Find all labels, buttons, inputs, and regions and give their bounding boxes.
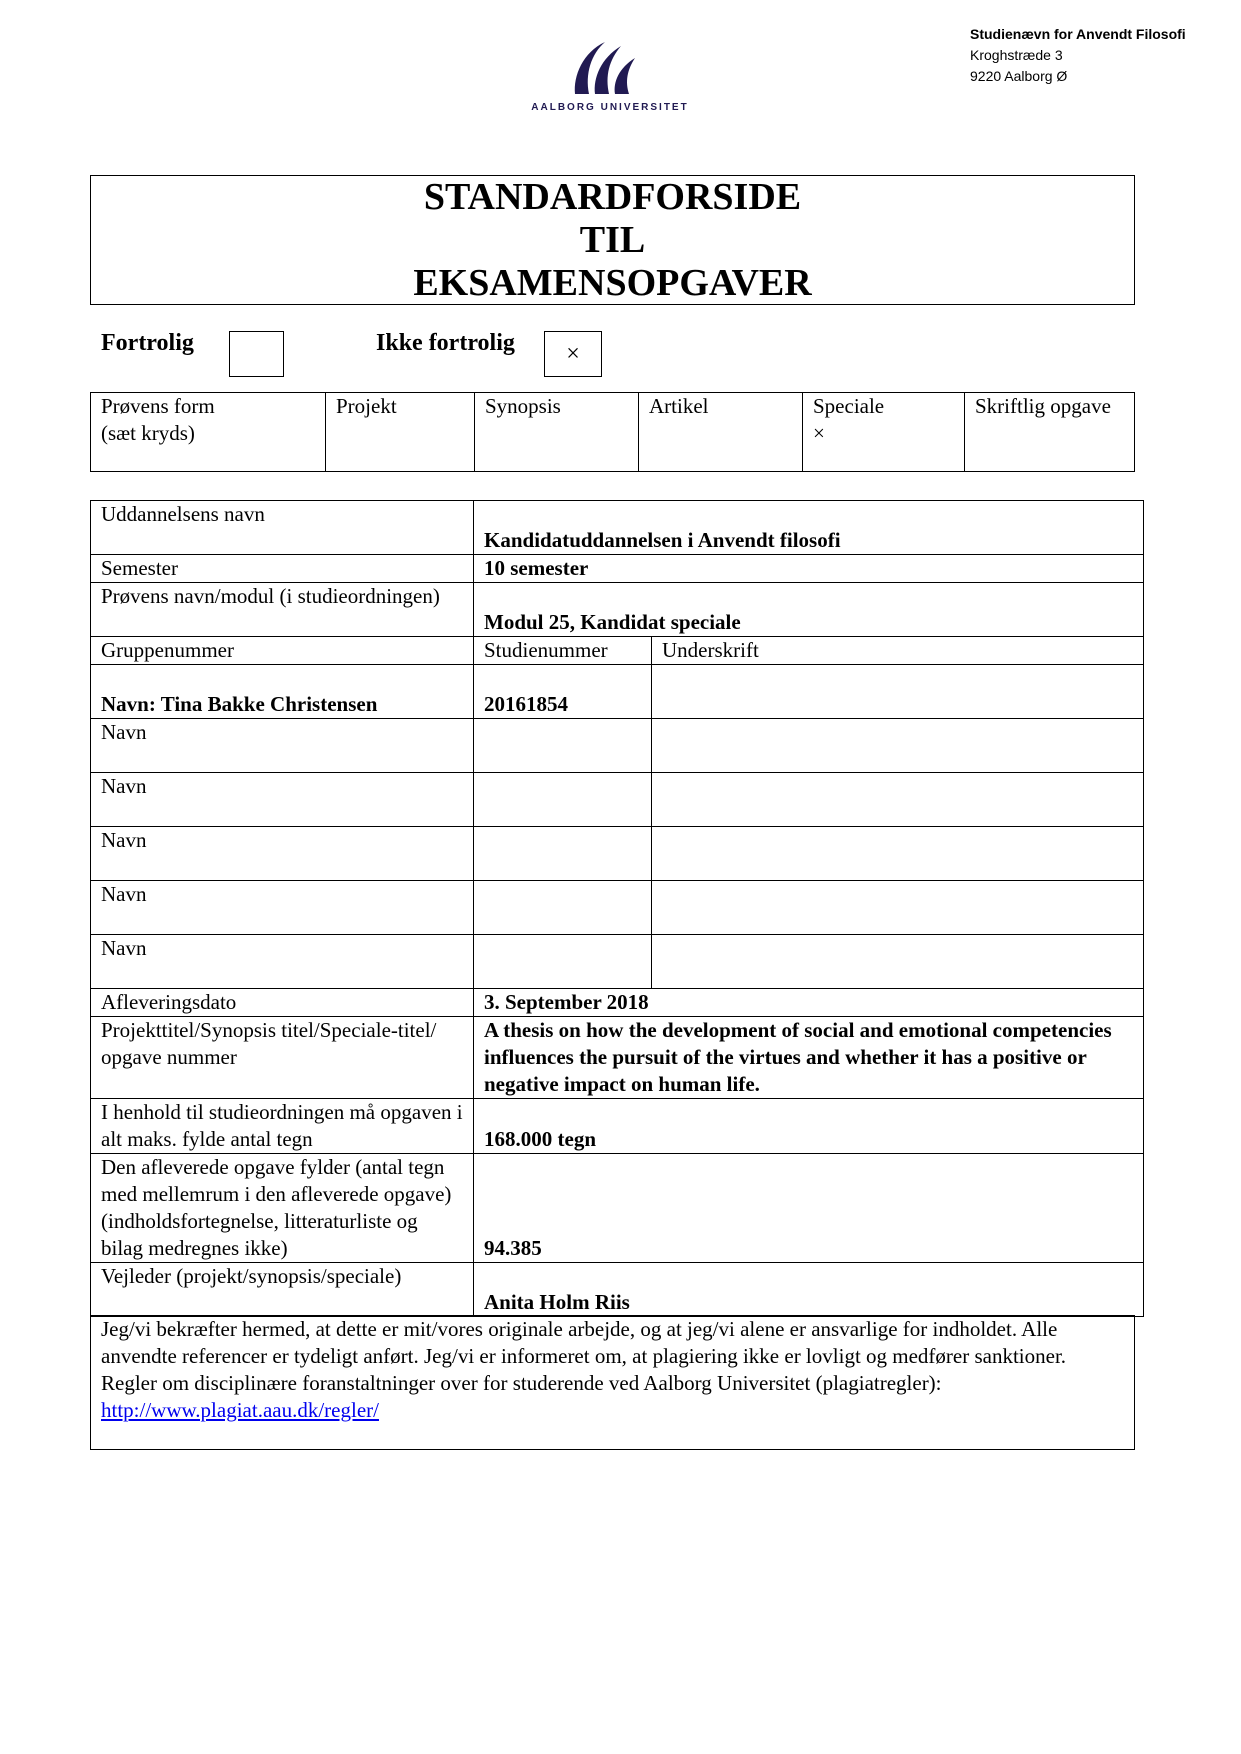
semester-label: Semester: [91, 555, 474, 583]
address-block: [970, 24, 1220, 87]
supervisor-value: Anita Holm Riis: [474, 1263, 1144, 1317]
option-label: Synopsis: [485, 394, 561, 418]
university-name: AALBORG UNIVERSITET: [531, 102, 689, 113]
signature-cell-6: [652, 935, 1144, 989]
title-line-2: TIL: [579, 219, 646, 261]
date-value: 3. September 2018: [474, 989, 1144, 1017]
exam-form-option-speciale[interactable]: [803, 393, 965, 472]
signature-cell-2: [652, 719, 1144, 773]
student-number-3: [474, 773, 652, 827]
title-label: Projekttitel/Synopsis titel/Speciale-titel/ opgave nummer: [91, 1017, 474, 1099]
semester-value: 10 semester: [474, 555, 1144, 583]
plagiarism-rules-link[interactable]: http://www.plagiat.aau.dk/regler/: [101, 1398, 379, 1422]
exam-form-table: [90, 392, 1135, 472]
confidential-checkbox[interactable]: [229, 331, 284, 377]
student-name-4: Navn: [91, 827, 474, 881]
exam-form-option-artikel[interactable]: [639, 393, 803, 472]
signature-cell-5: [652, 881, 1144, 935]
student-number-4: [474, 827, 652, 881]
title-line-3: EKSAMENSOPGAVER: [413, 262, 812, 304]
student-number-6: [474, 935, 652, 989]
education-label: Uddannelsens navn: [91, 501, 474, 555]
exam-form-option-projekt[interactable]: [326, 393, 475, 472]
student-number-1: 20161854: [474, 665, 652, 719]
exam-name-label: Prøvens navn/modul (i studieordningen): [91, 583, 474, 637]
signature-header: Underskrift: [652, 637, 1144, 665]
student-name-5: Navn: [91, 881, 474, 935]
declaration-text: Jeg/vi bekræfter hermed, at dette er mit/vores originale arbejde, og at jeg/vi alene er ansvarlige for indholdet. Alle anvendte referencer er tydeligt anført. Jeg/vi er informeret om, at plagiering ikke er lovligt og medfører sanktioner. Regler om disciplinære foranstaltninger over for studerende ved Aalborg Universitet (plagiatregler):: [101, 1317, 1067, 1395]
date-label: Afleveringsdato: [91, 989, 474, 1017]
exam-form-label-line2: (sæt kryds): [101, 421, 195, 445]
exam-form-option-synopsis[interactable]: [475, 393, 639, 472]
exam-form-label-line1: Prøvens form: [101, 394, 215, 418]
student-name-2: Navn: [91, 719, 474, 773]
aau-logo: [520, 38, 700, 138]
address-street: Kroghstræde 3: [970, 47, 1063, 63]
declaration-box: [90, 1315, 1135, 1450]
option-label: Speciale: [813, 394, 885, 418]
student-name-6: Navn: [91, 935, 474, 989]
not-confidential-checkbox[interactable]: ×: [544, 331, 602, 377]
student-number-2: [474, 719, 652, 773]
aau-logo-icon: [565, 38, 655, 96]
title-line-1: STANDARDFORSIDE: [423, 176, 802, 218]
max-chars-value: 168.000 tegn: [474, 1099, 1144, 1154]
signature-cell-3: [652, 773, 1144, 827]
title-box: [90, 175, 1135, 305]
actual-chars-label: Den afleverede opgave fylder (antal tegn med mellemrum i den afleverede opgave) (indholdsfortegnelse, litteraturliste og bilag medregnes ikke): [91, 1154, 474, 1263]
exam-name-value: Modul 25, Kandidat speciale: [474, 583, 1144, 637]
exam-form-option-skriftlig[interactable]: [965, 393, 1135, 472]
education-value: Kandidatuddannelsen i Anvendt filosofi: [474, 501, 1144, 555]
actual-chars-value: 94.385: [474, 1154, 1144, 1263]
student-name-1: Navn: Tina Bakke Christensen: [91, 665, 474, 719]
option-mark: ×: [813, 421, 825, 445]
option-label: Skriftlig opgave: [975, 394, 1111, 418]
group-label: Gruppenummer: [91, 637, 474, 665]
student-number-header: Studienummer: [474, 637, 652, 665]
title-value: A thesis on how the development of social and emotional competencies influences the pursuit of the virtues and whether it has a positive or negative impact on human life.: [474, 1017, 1144, 1099]
max-chars-label: I henhold til studieordningen må opgaven i alt maks. fylde antal tegn: [91, 1099, 474, 1154]
exam-form-label: [91, 393, 326, 472]
supervisor-label: Vejleder (projekt/synopsis/speciale): [91, 1263, 474, 1317]
signature-cell-1: [652, 665, 1144, 719]
student-name-3: Navn: [91, 773, 474, 827]
student-number-5: [474, 881, 652, 935]
option-label: Artikel: [649, 394, 709, 418]
signature-cell-4: [652, 827, 1144, 881]
address-city: 9220 Aalborg Ø: [970, 68, 1068, 84]
exam-info-table: [90, 500, 1144, 1317]
address-institution: Studienævn for Anvendt Filosofi: [970, 26, 1186, 42]
confidential-label: Fortrolig: [101, 330, 194, 356]
not-confidential-label: Ikke fortrolig: [376, 330, 515, 356]
option-label: Projekt: [336, 394, 397, 418]
